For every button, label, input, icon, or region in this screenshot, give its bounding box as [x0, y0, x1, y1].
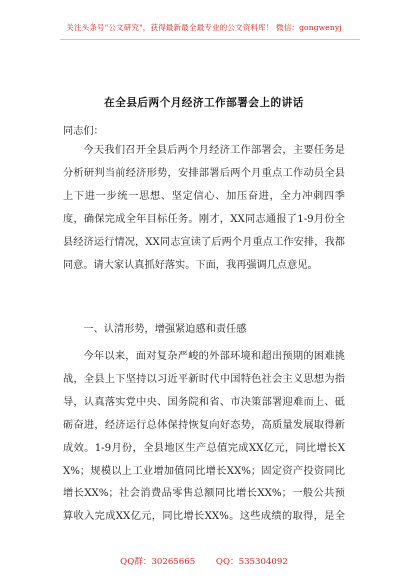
- footer-contact: [0, 555, 408, 567]
- footer-qq-group: QQ群：30265665: [120, 557, 196, 567]
- footer-qq-number: QQ：535304092: [215, 557, 288, 567]
- body-paragraph: 今天我们召开全县后两个月经济工作部署会，主要任务是分析研判当前经济形势，安排部署后两个月重点工作动员全县上下进一步统一思想、坚定信心、加压奋进，全力冲刺四季度，确保完成全年目标任务。刚才，XX同志通报了1-9月份全县经济运行情况，XX同志宣读了后两个月重点工作安排，我都同意。请大家认真抓好落实。下面，我再强调几点意见。: [63, 145, 345, 271]
- document-title: 在全县后两个月经济工作部署会上的讲话: [104, 97, 304, 109]
- section-heading: 一、认清形势，增强紧迫感和责任感: [83, 324, 247, 335]
- body-paragraph: 今年以来，面对复杂严峻的外部环境和超出预期的困难挑战，全县上下坚持以习近平新时代中国特色社会主义思想为指导，认真落实党中央、国务院和省、市决策部署迎难而上、砥砺奋进，经济运行总体保持恢复向好态势，高质量发展取得新成效。1-9月份，全县地区生产总值完成XX亿元，同比增长XX%；规模以上工业增加值同比增长XX%；固定资产投资同比增长XX%；社会消费品零售总额同比增长XX%；一般公共预算收入完成XX亿元，同比增长XX%。这些成绩的取得，是全: [63, 351, 345, 523]
- header-banner: 关注头条号"公文研究"，获得最新最全最专业的公文资料库！ 微信：gongwenyj: [66, 23, 342, 32]
- salutation: 同志们：: [63, 126, 104, 137]
- header-divider: [60, 39, 360, 40]
